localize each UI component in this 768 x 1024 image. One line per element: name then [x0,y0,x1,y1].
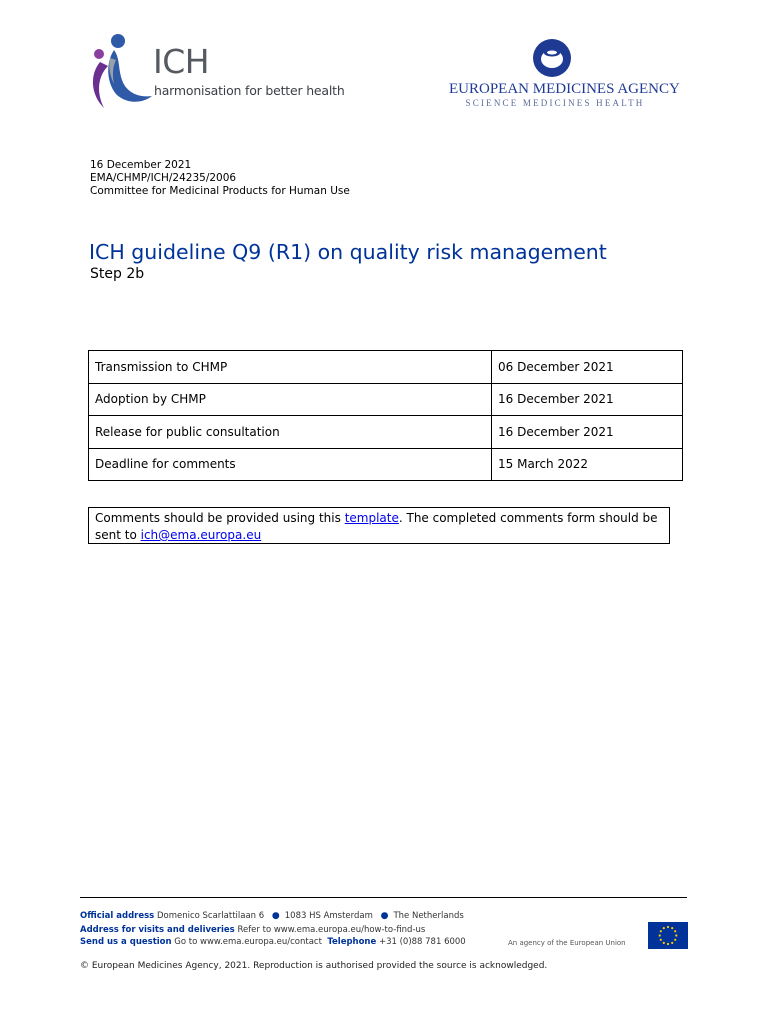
visits-text[interactable]: Refer to www.ema.europa.eu/how-to-find-us [237,925,426,935]
timeline-date: 16 December 2021 [492,383,683,416]
footer-divider [80,897,687,898]
telephone: +31 (0)88 781 6000 [378,937,466,947]
document-subtitle: Step 2b [90,266,145,282]
table-row [89,383,683,416]
comments-notice [88,507,670,544]
ema-name: EUROPEAN MEDICINES AGENCY [449,81,680,97]
ema-tagline: SCIENCE MEDICINES HEALTH [465,98,645,108]
bullet-icon: ● [380,911,389,921]
email-link[interactable]: ich@ema.europa.eu [140,528,262,542]
ich-tagline: harmonisation for better health [154,83,345,98]
comments-text-after: . The completed comments form should be sent to [95,511,658,542]
question-label: Send us a question [80,937,172,947]
eu-flag-icon [648,922,688,949]
timeline-date: 15 March 2022 [492,448,683,481]
footer-official-address [80,911,464,921]
question-text[interactable]: Go to www.ema.europa.eu/contact [174,937,322,947]
ich-logo-text: ICH [153,42,210,81]
table-row [89,351,683,384]
comments-text-before: Comments should be provided using this [95,511,345,525]
official-address-label: Official address [80,911,155,921]
footer-visits [80,925,425,935]
committee-name: Committee for Medicinal Products for Human Use [90,185,350,197]
visits-label: Address for visits and deliveries [80,925,235,935]
agency-note: An agency of the European Union [508,939,626,947]
document-reference: EMA/CHMP/ICH/24235/2006 [90,172,237,184]
timeline-label: Adoption by CHMP [89,383,492,416]
timeline-date: 06 December 2021 [492,351,683,384]
country: The Netherlands [393,911,464,921]
timeline-label: Deadline for comments [89,448,492,481]
timeline-label: Transmission to CHMP [89,351,492,384]
document-title: ICH guideline Q9 (R1) on quality risk management [89,240,607,264]
table-row [89,416,683,449]
telephone-label: Telephone [327,937,377,947]
postcode-city: 1083 HS Amsterdam [284,911,373,921]
footer-contact [80,937,466,947]
bullet-icon: ● [271,911,280,921]
timeline-table [88,350,683,481]
ema-emblem-icon [533,39,571,77]
street: Domenico Scarlattilaan 6 [156,911,265,921]
document-date: 16 December 2021 [90,159,192,171]
copyright: © European Medicines Agency, 2021. Reproduction is authorised provided the source is acknowledged. [80,961,548,971]
timeline-date: 16 December 2021 [492,416,683,449]
template-link[interactable]: template [344,511,399,525]
timeline-label: Release for public consultation [89,416,492,449]
table-row [89,448,683,481]
ich-figure-icon [86,32,156,110]
